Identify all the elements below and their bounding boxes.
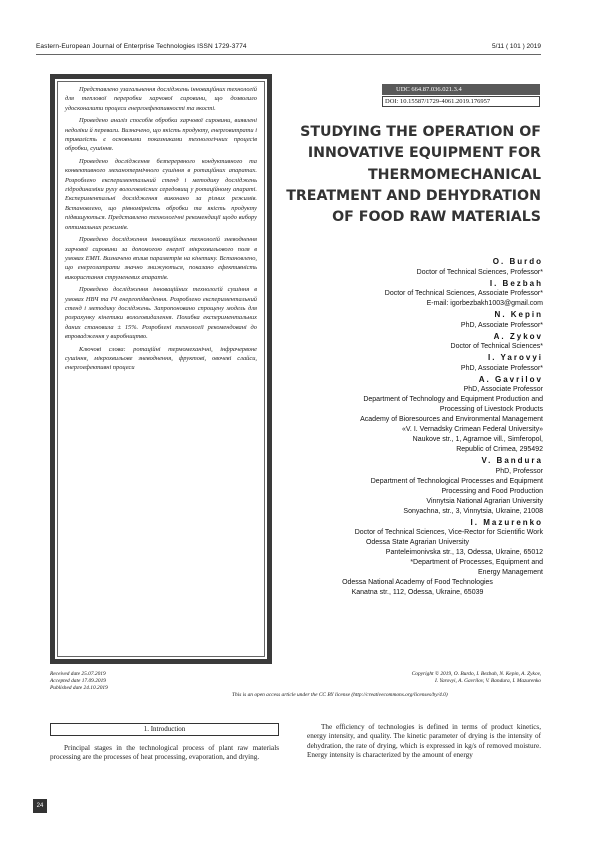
- header-divider: [36, 54, 541, 55]
- section-heading: 1. Introduction: [50, 723, 279, 736]
- abstract-paragraph: Проведено аналіз способів обробки харчової сировини, виявлені недоліки й переваги. Визначено, що якість продукту, енерговитрати і тривалість є основними показниками технологічних процесів обробки, сушіння.: [65, 117, 257, 153]
- open-access-notice: This is an open access article under the CC BY license (http://creativecommons.org/licenses/by/4.0): [232, 692, 448, 698]
- page-number: 24: [33, 799, 47, 813]
- doi-link[interactable]: DOI: 10.15587/1729-4061.2019.176957: [382, 96, 540, 107]
- author-affiliation: Republic of Crimea, 295492: [456, 446, 543, 453]
- author-affiliation: Doctor of Technical Sciences*: [450, 343, 543, 350]
- authors-block: [282, 256, 543, 598]
- abstract-paragraph: Представлено узагальнення досліджень інноваційних технологій для теплової переробки харчової сировини, що дозволило удосконалити процеси енергоефективності та якості.: [65, 86, 257, 112]
- author-affiliation: Sonyachna, str., 3, Vinnytsia, Ukraine, 21008: [403, 507, 543, 515]
- author-affiliation: Processing and Food Production: [441, 487, 543, 495]
- author-affiliation: Energy Management: [478, 569, 543, 576]
- accepted-date: Accepted date 17.09.2019: [50, 678, 106, 684]
- author-affiliation: Vinnytsia National Agrarian University: [426, 497, 543, 505]
- author-affiliation: PhD, Associate Professor*: [460, 364, 543, 372]
- author-name: I. Mazurenko: [470, 517, 543, 527]
- author-name: N. Kepin: [494, 310, 543, 319]
- author-affiliation: Department of Technology and Equipment Production and: [363, 396, 543, 403]
- abstract-keywords: Ключові слова: ротаційні термомеханічні, інфрачервоне сушіння, мікрохвильове зневоднення, фруктові, овочеві слайси, енергоефективні процеси: [65, 345, 257, 372]
- author-entry: [282, 331, 543, 353]
- abstract-box: [50, 74, 272, 664]
- author-affiliation: PhD, Associate Professor: [463, 386, 543, 393]
- udc-code: UDC 664.87.036.021.3.4: [382, 84, 540, 95]
- author-affiliation: Panteleimonivska str., 13, Odessa, Ukraine, 65012: [385, 549, 543, 556]
- issue-header: 5/11 ( 101 ) 2019: [491, 43, 541, 50]
- author-affiliation: *Department of Processes, Equipment and: [410, 559, 543, 566]
- author-entry: [282, 352, 543, 374]
- author-name: I. Bezbah: [489, 278, 543, 288]
- author-affiliation: Kanatna str., 112, Odessa, Ukraine, 65039: [351, 589, 484, 596]
- article-title: STUDYING THE OPERATION OF INNOVATIVE EQUIPMENT FOR THERMOMECHANICAL TREATMENT AND DEHYDRATION OF FOOD RAW MATERIALS: [286, 124, 541, 226]
- author-affiliation: Academy of Bioresources and Environmental Management: [360, 416, 543, 423]
- author-affiliation: «V. I. Vernadsky Crimean Federal University»: [402, 426, 543, 433]
- author-affiliation: Doctor of Technical Sciences, Associate Professor*: [384, 290, 543, 297]
- author-entry: [282, 256, 543, 278]
- abstract-paragraph: Проведено дослідження інноваційних технологій сушіння в умовах НВЧ та ІЧ енергопідведення. Розроблено експериментальний стенд і методику досліджень. Запропоновано спрощену модель для розрахунку кінетики вологовидалення. Похибка експериментальних даних становила ± 15%. Розроблені технології рекомендовані до впровадження у виробництво.: [65, 286, 257, 341]
- abstract-paragraph: Проведено дослідження безперервного кондуктивного та конвективного механотермічного сушіння в ротаційних апаратах. Розроблено експериментальний стенд і методику досліджень гідродинаміки руху вологовмісних середовищ у ротаційному апараті. Експериментальні дослідження виконано за різних режимів. Встановлено, що рівномірність обробки та якість продукту підвищуються. Представлено технологічні рекомендації щодо вибору оптимальних режимів.: [65, 157, 257, 231]
- author-name: A. Gavrilov: [478, 374, 543, 384]
- article-dates: [50, 671, 108, 692]
- author-name: V. Bandura: [481, 456, 543, 465]
- journal-header: Eastern-European Journal of Enterprise Technologies ISSN 1729-3774: [36, 43, 247, 50]
- author-affiliation: Doctor of Technical Sciences, Vice-Rector for Scientific Work: [354, 529, 543, 536]
- author-affiliation: Odessa National Academy of Food Technologies: [342, 579, 493, 586]
- author-affiliation: Doctor of Technical Sciences, Professor*: [416, 268, 543, 276]
- received-date: Received date 25.07.2019: [50, 671, 106, 677]
- author-entry: [282, 455, 543, 517]
- author-affiliation: PhD, Associate Professor*: [460, 321, 543, 329]
- author-entry: [282, 374, 543, 456]
- author-entry: [282, 309, 543, 331]
- author-affiliation: Processing of Livestock Products: [439, 406, 543, 413]
- copyright-line: Copyright © 2019, O. Burdo, I. Bezbah, N. Kepin, A. Zykov,: [411, 671, 541, 677]
- copyright-line: I. Yarovyi, A. Gavrilov, V. Bandura, I. Mazurenko: [434, 678, 541, 684]
- author-name: I. Yarovyi: [488, 353, 543, 362]
- author-affiliation: PhD, Professor: [495, 467, 543, 475]
- author-name: O. Burdo: [492, 257, 543, 266]
- author-name: A. Zykov: [493, 331, 543, 341]
- author-affiliation: Naukove str., 1, Agrarnoe vill., Simferopol,: [412, 436, 543, 443]
- author-email[interactable]: E-mail: igorbezbakh1003@gmail.com: [426, 300, 543, 307]
- intro-right-text: The efficiency of technologies is defined in terms of product kinetics, energy intensity, and quality. The kinetic parameter of drying is the intensity of dehydration, the rate of drying, which is expressed in kg/s of removed moisture. Energy intensity is characterized by the amount of energy: [307, 723, 541, 760]
- author-entry: [282, 517, 543, 599]
- intro-left-text: Principal stages in the technological process of plant raw materials processing are the processes of heat processing, evaporation, and drying.: [50, 744, 279, 762]
- published-date: Published date 24.10.2019: [50, 685, 108, 691]
- author-affiliation: Odessa State Agrarian University: [365, 539, 470, 546]
- author-affiliation: Department of Technological Processes and Equipment: [370, 477, 543, 485]
- author-entry: [282, 278, 543, 310]
- abstract-paragraph: Проведено дослідження інноваційних технологій зневоднення харчової сировини за допомогою енергії мікрохвильового поля в умовах ЕМП. Визначено вплив параметрів на кінетику. Встановлено, що енергозатрати значно знижуються, показано ефективність використання струменевих апаратів.: [65, 236, 257, 281]
- copyright-notice: [201, 671, 541, 685]
